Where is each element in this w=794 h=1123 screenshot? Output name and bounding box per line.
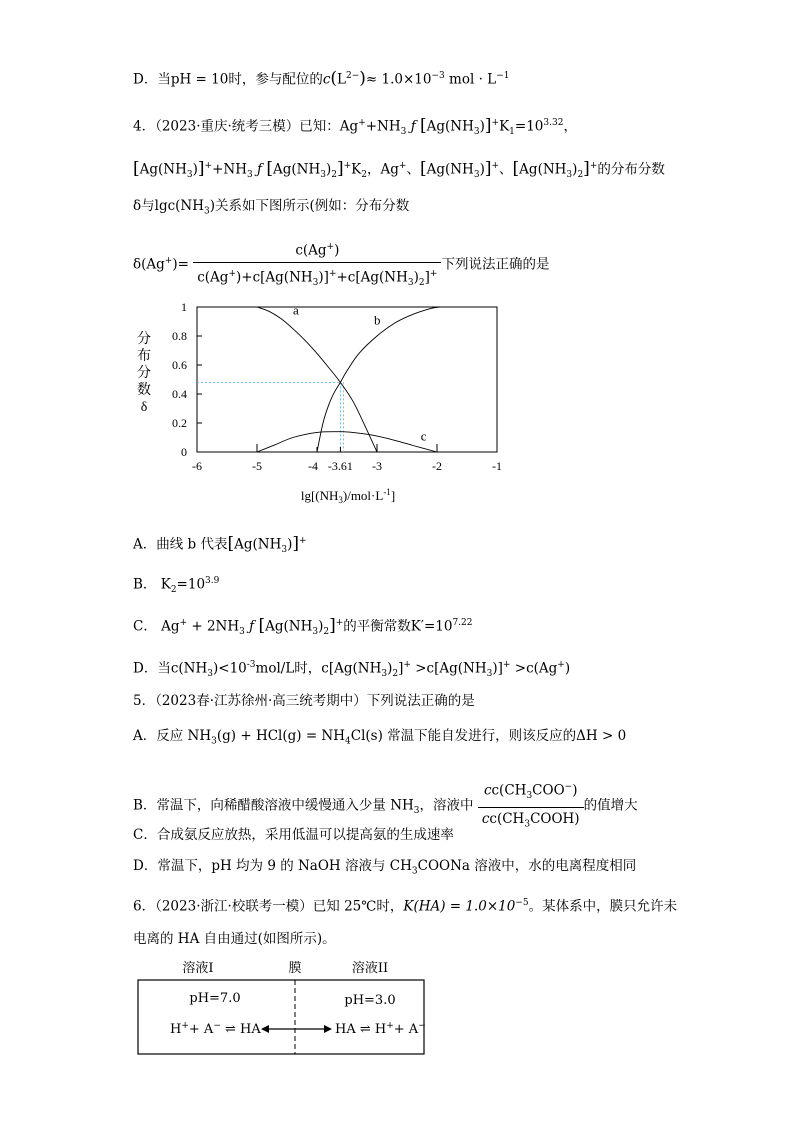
delta-fraction: $\frac{c(Ag^+)}{c(Ag^+)+c[Ag(NH_3)]^++c[Ag(NH_3)_2]^+}$	[193, 236, 441, 294]
q4-option-a: A．曲线 b 代表$[Ag(NH_3)]^+$	[133, 533, 307, 556]
series-label-b: b	[374, 312, 381, 328]
series-label-a: a	[293, 302, 299, 318]
chart-xlabel: $\lg[(NH_3)/mol\cdot L^{-1}]$	[300, 487, 396, 505]
series-curve-a	[257, 307, 377, 452]
y-tick-label-2: 0.4	[172, 387, 187, 401]
q4-stem-line2: $[Ag(NH_3)]^++NH_3$ ƒ $[Ag(NH_3)_2]^+K_2$，Ag+、$[Ag(NH_3)]^+$、$[Ag(NH_3)_2]^+$的分布分数	[133, 158, 665, 181]
q5-option-d: D．常温下，pH 均为 9 的 NaOH 溶液与 $CH_3COONa$ 溶液中，水的电离程度相同	[133, 858, 637, 877]
y-tick-label-4: 0.8	[172, 329, 187, 343]
ph-right: pH=3.0	[344, 993, 396, 1008]
ylabel-char-1: 布	[137, 349, 151, 364]
q5-option-c: C．合成氨反应放热，采用低温可以提高氨的生成速率	[133, 827, 454, 843]
equilibrium-right: HA ⇌ H++ A−	[335, 1021, 426, 1037]
y-tick-label-5: 1	[181, 300, 187, 314]
x-tick-label-1: -5	[252, 459, 262, 473]
x-tick-label-3: -3.61	[327, 459, 353, 473]
arrowhead-left	[261, 1025, 269, 1033]
y-tick-label-0: 0	[181, 445, 187, 459]
arrowhead-right	[324, 1025, 332, 1033]
ph-left: pH=7.0	[189, 991, 241, 1006]
q4-option-d: D．当$c(NH_3)<10^{-3}mol/L$时，$c[Ag(NH_3)_2]^+ >c[Ag(NH_3)]^+ >c(Ag^+)$	[133, 660, 571, 680]
distribution-chart	[130, 295, 510, 510]
x-tick-label-0: -6	[192, 459, 202, 473]
q4-stem-line3: δ与$\lg c(NH_3)$关系如下图所示(例如：分布分数	[133, 198, 410, 217]
membrane-diagram	[130, 958, 430, 1058]
ylabel-char-0: 分	[137, 332, 151, 347]
q5-stem: 5．（2023春·江苏徐州·高三统考期中）下列说法正确的是	[133, 693, 475, 709]
ylabel-char-4: δ	[140, 400, 148, 415]
label-membrane: 膜	[288, 961, 302, 976]
series-curve-c	[257, 432, 437, 452]
series-group	[257, 302, 440, 452]
q5-option-a: A．反应 $NH_3(g) + HCl(g) = NH_4Cl(s)$ 常温下能自发进行，则该反应的ΔH > 0	[133, 728, 627, 747]
x-tick-label-2: -4	[308, 459, 318, 473]
q6-stem-line1: 6．（2023·浙江·校联考一模）已知 25℃时，$K(HA) = 1.0\times 10^{-5}$。某体系中，膜只允许未	[133, 898, 678, 915]
acetate-ratio-fraction: $\frac{cc(CH_3COO^-)}{cc(CH_3COOH)}$	[478, 776, 584, 836]
x-tick-label-5: -2	[432, 459, 442, 473]
x-tick-label-4: -3	[372, 459, 382, 473]
series-label-c: c	[420, 428, 427, 444]
plot-frame	[197, 307, 497, 452]
ylabel-char-3: 数	[137, 383, 151, 398]
q4-option-b: B． $K_2=10^{3.9}$	[133, 576, 220, 596]
x-tick-label-6: -1	[492, 459, 502, 473]
q4-stem-line1: 4．（2023·重庆·统考三模）已知：$Ag^++NH_3$ ƒ $[Ag(NH_3)]^+K_1=10^{3.32}$，	[133, 115, 577, 138]
x-ticks	[192, 444, 502, 473]
chart-ylabel	[137, 331, 151, 415]
ylabel-char-2: 分	[137, 366, 151, 381]
q5-option-b: B．常温下，向稀醋酸溶液中缓慢通入少量 $NH_3$，溶液中 $\frac{cc(CH_3COO^-)}{cc(CH_3COOH)}$ 的值增大	[133, 776, 638, 836]
equilibrium-left: H++ A− ⇌ HA	[170, 1021, 261, 1037]
y-tick-label-1: 0.2	[172, 416, 187, 430]
q3-option-d: D．当pH = 10时，参与配位的$c(L^{2-})\approx 1.0\times 10^{-3}$ mol · $L^{-1}$	[133, 68, 510, 89]
container-box	[138, 980, 424, 1054]
q6-stem-line2: 电离的 HA 自由通过(如图所示)。	[133, 931, 336, 947]
q4-delta-formula: δ(Ag+)= $\frac{c(Ag^+)}{c(Ag^+)+c[Ag(NH_3)]^++c[Ag(NH_3)_2]^+}$ 下列说法正确的是	[133, 236, 549, 294]
q4-option-c: C． $Ag^+ + 2NH_3$ ƒ $[Ag(NH_3)_2]^+$的平衡常数$K'=10^{7.22}$	[133, 615, 473, 638]
y-tick-label-3: 0.6	[172, 358, 187, 372]
guides	[197, 382, 343, 452]
label-solution-2: 溶液II	[351, 961, 389, 976]
label-solution-1: 溶液I	[182, 961, 214, 976]
